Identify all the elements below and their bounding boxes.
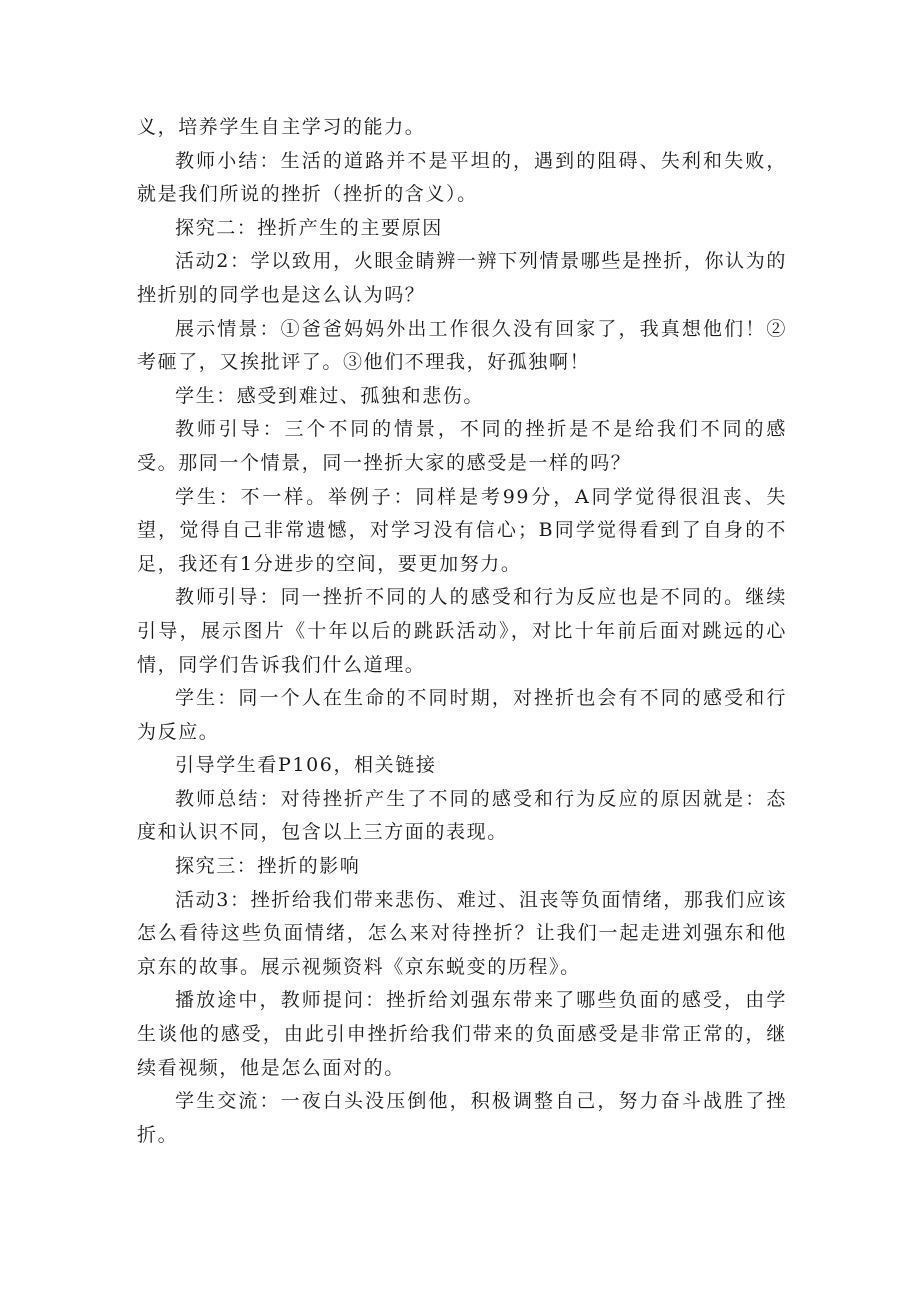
paragraph-video-question: 播放途中，教师提问：挫折给刘强东带来了哪些负面的感受，由学生谈他的感受，由此引申挫折给我们带来的负面感受是非常正常的，继续看视频，他是怎么面对的。 [137,989,787,1079]
paragraph-teacher-conclusion: 教师总结：对待挫折产生了不同的感受和行为反应的原因就是：态度和认识不同，包含以上三方面的表现。 [137,787,787,844]
document-body [137,111,787,1152]
paragraph-student-exchange: 学生交流：一夜白头没压倒他，积极调整自己，努力奋斗战胜了挫折。 [137,1090,787,1146]
paragraph-guide-related-link: 引导学生看P106，相关链接 [175,754,437,777]
paragraph-activity-two: 活动2：学以致用，火眼金睛辨一辨下列情景哪些是挫折，你认为的挫折别的同学也是这么认为吗？ [137,250,787,306]
section-heading-inquiry-three: 探究三：挫折的影响 [175,855,361,878]
paragraph-student-feelings: 学生：感受到难过、孤独和悲伤。 [175,384,485,407]
paragraph-continuation: 义，培养学生自主学习的能力。 [137,116,426,138]
paragraph-show-scenarios: 展示情景：①爸爸妈妈外出工作很久没有回家了，我真想他们！②考砸了，又挨批评了。③他们不理我，好孤独啊！ [137,317,787,374]
paragraph-student-reflection: 学生：同一个人在生命的不同时期，对挫折也会有不同的感受和行为反应。 [137,687,787,743]
section-heading-inquiry-two: 探究二：挫折产生的主要原因 [175,216,443,239]
paragraph-activity-three: 活动3：挫折给我们带来悲伤、难过、沮丧等负面情绪，那我们应该怎么看待这些负面情绪，怎么来对待挫折？让我们一起走进刘强东和他京东的故事。展示视频资料《京东蜕变的历程》。 [137,888,787,978]
paragraph-teacher-guide-two: 教师引导：同一挫折不同的人的感受和行为反应也是不同的。继续引导，展示图片《十年以后的跳跃活动》，对比十年前后面对跳远的心情，同学们告诉我们什么道理。 [137,586,787,676]
paragraph-teacher-guide-one: 教师引导：三个不同的情景，不同的挫折是不是给我们不同的感受。那同一个情景，同一挫折大家的感受是一样的吗？ [137,418,787,474]
paragraph-teacher-summary: 教师小结：生活的道路并不是平坦的，遇到的阻碍、失利和失败，就是我们所说的挫折（挫折的含义）。 [137,149,787,206]
paragraph-student-example: 学生：不一样。举例子：同样是考99分，A同学觉得很沮丧、失望，觉得自己非常遗憾，对学习没有信心；B同学觉得看到了自身的不足，我还有1分进步的空间，要更加努力。 [137,485,787,575]
